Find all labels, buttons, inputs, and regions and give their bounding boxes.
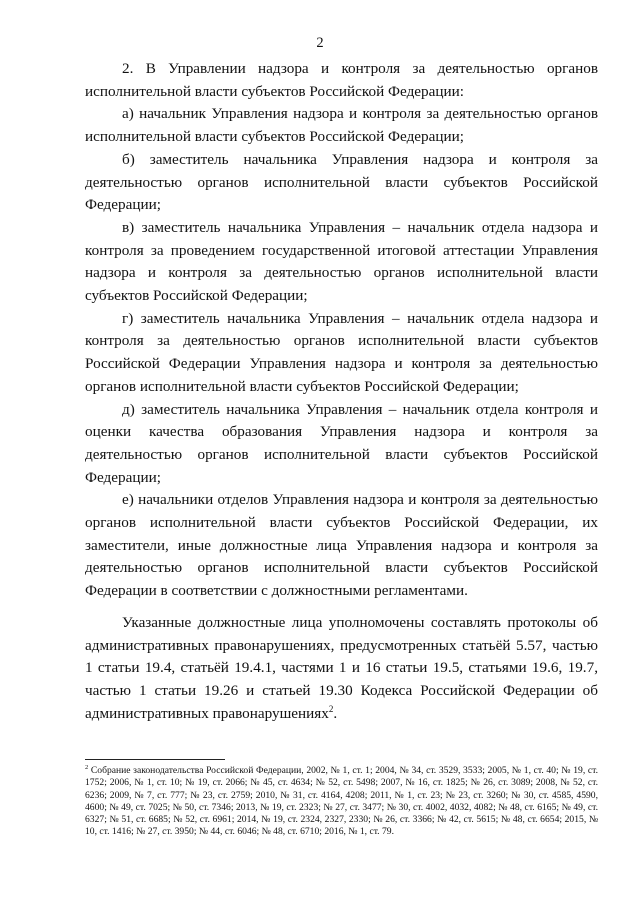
- paragraph-2-intro: 2. В Управлении надзора и контроля за деятельностью органов исполнительной власти субъектов Российской Федерации:: [85, 60, 598, 100]
- list-item-a: а) начальник Управления надзора и контроля за деятельностью органов исполнительной власти субъектов Российской Федерации;: [85, 105, 598, 146]
- authority-paragraph: Указанные должностные лица уполномочены составлять протоколы об административных правонарушениях, предусмотренных статьёй 5.57, частью 1 статьи 19.4, статьёй 19.4.1, частями 1 и 16 статьи 19.5, статьями 19.6, 19.7, частью 1 статьи 19.26 и статьей 19.30 Кодекса Российской Федерации об административных правонарушениях$^2$.: [85, 613, 598, 722]
- list-item-d: д) заместитель начальника Управления – начальник отдела контроля и оценки качества образования Управления надзора и контроля за деятельностью органов исполнительной власти субъектов Российской Федерации;: [85, 400, 598, 486]
- list-item-v: в) заместитель начальника Управления – начальник отдела надзора и контроля за проведением государственной итоговой аттестации Управления надзора и контроля за деятельностью органов исполнительной власти субъектов Российской Федерации;: [85, 218, 598, 305]
- list-item-g: г) заместитель начальника Управления – начальник отдела надзора и контроля за деятельностью органов исполнительной власти субъектов Российской Федерации Управления надзора и контроля за деятельностью органов исполнительной власти субъектов Российской Федерации;: [85, 309, 598, 395]
- footnote-text: Собрание законодательства Российской Федерации, 2002, № 1, ст. 1; 2004, № 34, ст. 3529, 3533; 2005, № 1, ст. 40; № 19, ст. 1752; 2006, № 1, ст. 10; № 19, ст. 2066; № 45, ст. 4634; № 52, ст. 5498; 2007, № 16, ст. 1825; № 26, ст. 3089; 2008, № 52, ст. 6236; 2009, № 7, ст. 777; № 23, ст. 2759; 2010, № 31, ст. 4164, 4208; 2011, № 1, ст. 23; № 23, ст. 3260; № 30, ст. 4585, 4590, 4600; № 49, ст. 7025; № 50, ст. 7346; 2013, № 19, ст. 2323; № 27, ст. 3477; № 30, ст. 4002, 4032, 4082; № 48, ст. 6165; № 49, ст. 6327; № 51, ст. 6685; № 52, ст. 6961; 2014, № 19, ст. 2324, 2327, 2330; № 26, ст. 3366; № 42, ст. 5615; № 48, ст. 6654; 2015, № 10, ст. 1416; № 27, ст. 3950; № 44, ст. 6046; № 48, ст. 6710; 2016, № 1, ст. 79.: [85, 765, 598, 838]
- footnote-marker: 2: [85, 763, 89, 771]
- footnote-reference[interactable]: 2: [328, 703, 334, 714]
- authority-paragraph-text: Указанные должностные лица уполномочены составлять протоколы об административных правонарушениях, предусмотренных статьёй 5.57, частью 1 статьи 19.4, статьёй 19.4.1, частями 1 и 16 статьи 19.5, статьями 19.6, 19.7, частью 1 статьи 19.26 и статьей 19.30 Кодекса Российской Федерации об административных правонарушениях: [85, 613, 598, 722]
- body-text: [85, 58, 598, 725]
- list-item-b: б) заместитель начальника Управления надзора и контроля за деятельностью органов исполнительной власти субъектов Российской Федерации;: [85, 150, 598, 214]
- list-item-e: е) начальники отделов Управления надзора и контроля за деятельностью органов исполнительной власти субъектов Российской Федерации, их заместители, иные должностные лица Управления надзора и контроля за деятельностью органов исполнительной власти субъектов Российской Федерации в соответствии с должностными регламентами.: [85, 491, 598, 600]
- footnote: [85, 765, 598, 839]
- page-number: 2: [316, 35, 324, 51]
- footnote-divider: [85, 759, 225, 760]
